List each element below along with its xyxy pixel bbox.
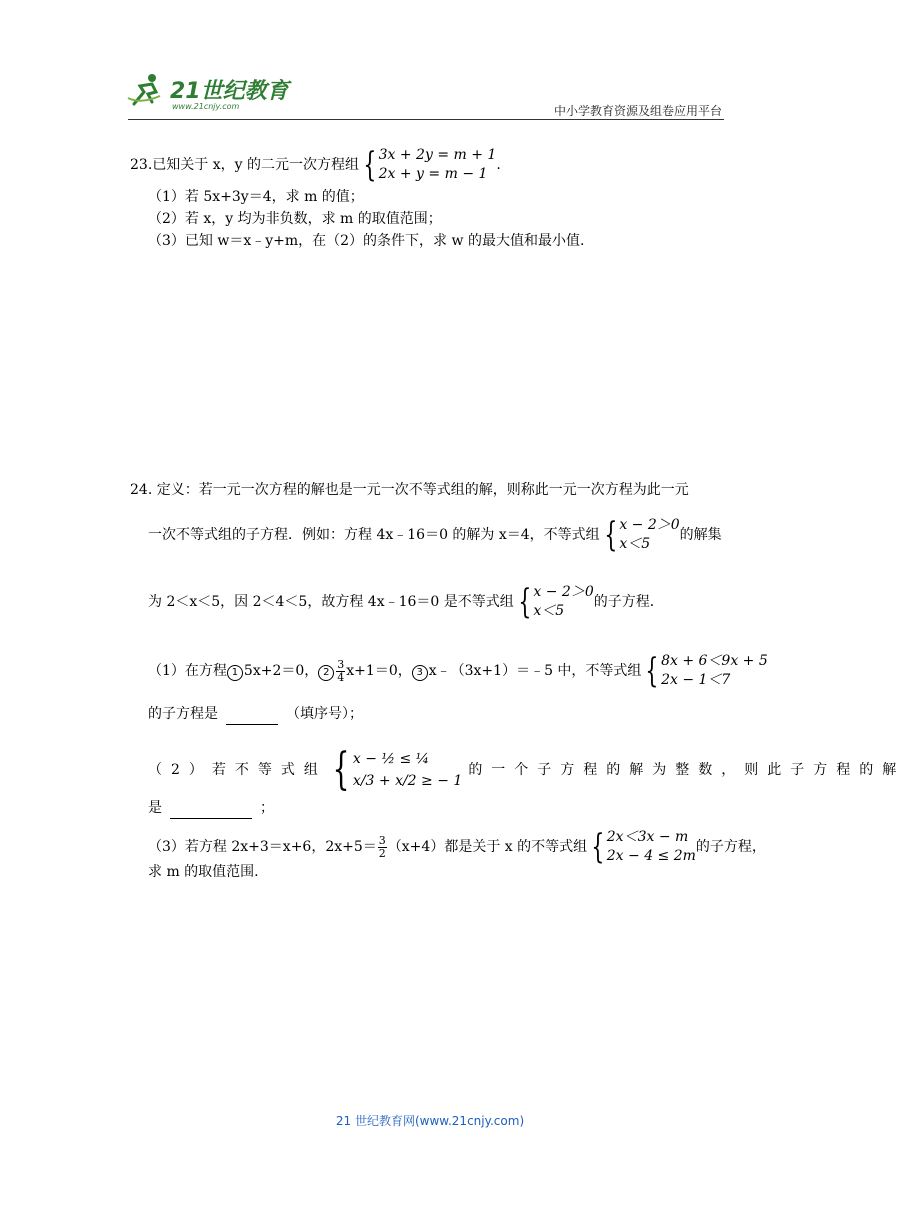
q24-part1-line <box>148 652 768 690</box>
q23-part2: （2）若 x，y 均为非负数，求 m 的取值范围； <box>148 211 442 227</box>
q23-stem: 23.已知关于 x，y 的二元一次方程组 <box>130 157 359 173</box>
q24-p2-intro: （2）若不等式组 <box>148 762 327 778</box>
q24-p1-eq3: x﹣（3x+1）＝﹣5 中，不等式组 <box>428 663 642 679</box>
site-logo <box>126 68 296 118</box>
q24-p1-intro: （1）在方程 <box>148 663 227 679</box>
q24-p2-text: 的一个子方程的解为整数，则此子方程的解 <box>468 762 905 778</box>
logo-text: 21世纪教育 <box>170 79 289 104</box>
answer-blank-2[interactable] <box>170 798 252 819</box>
q24-p1-eq2: x+1＝0， <box>346 663 412 679</box>
header-divider <box>128 119 724 120</box>
circled-1: 1 <box>227 665 243 681</box>
q24-p3-ineq1: 2x＜3x − m <box>606 829 689 845</box>
q23-stem-end: . <box>496 157 501 173</box>
q24-p1-ineq1: 8x + 6＜9x + 5 <box>661 653 768 669</box>
q24-example-system: { x − 2＞0 x＜5 <box>604 515 680 555</box>
q24-line2-end: 的解集 <box>679 527 722 543</box>
q24-part2-line <box>148 744 905 795</box>
q23-eq2: 2x + y = m − 1 <box>378 166 488 182</box>
q24-ex-ineq1: x − 2＞0 <box>619 517 680 533</box>
circled-3: 3 <box>412 665 428 681</box>
q24-line2-text: 一次不等式组的子方程．例如：方程 4x﹣16＝0 的解为 x＝4，不等式组 <box>148 527 600 543</box>
fraction-3-2: $\frac{3}{2}$ <box>378 833 386 860</box>
q24-p2-ineq2: x/3 + x/2 ≥ − 1 <box>352 773 463 789</box>
q24-p1-hint: （填序号）； <box>286 706 363 722</box>
answer-blank-1[interactable] <box>226 704 278 725</box>
site-title: 中小学教育资源及组卷应用平台 <box>553 104 722 118</box>
q24-p1-eq1: 5x+2＝0， <box>243 663 319 679</box>
q24-part2-answer-line <box>148 798 274 819</box>
q23-equation-system: { 3x + 2y = m + 1 2x + y = m − 1 <box>363 145 497 185</box>
q24-p2-ineq1: x − ½ ≤ ¼ <box>352 751 430 767</box>
q24-p2-system: { x − ½ ≤ ¼ x/3 + x/2 ≥ − 1 <box>332 744 463 795</box>
q24-line3-text: 为 2＜x＜5，因 2＜4＜5，故方程 4x﹣16＝0 是不等式组 <box>148 594 514 610</box>
q24-line2 <box>148 516 722 554</box>
fraction-3-4: $\frac{3}{4}$ <box>337 657 345 684</box>
runner-icon <box>126 70 166 110</box>
circled-2: 2 <box>318 665 334 681</box>
q24-p3-intro: （3）若方程 2x+3＝x+6，2x+5＝ <box>148 839 377 855</box>
q24-part1-answer-line <box>148 704 363 725</box>
q24-p1-answer-label: 的子方程是 <box>148 706 218 722</box>
q24-part3-line <box>148 828 766 866</box>
q24-part3-ask: 求 m 的取值范围. <box>148 864 259 880</box>
footer-link[interactable]: 21 世纪教育网(www.21cnjy.com) <box>335 1114 525 1128</box>
q24-line3 <box>148 583 664 621</box>
q24-p2-answer-label: 是 <box>148 800 162 816</box>
q24-ex2-ineq2: x＜5 <box>533 603 565 619</box>
q23-part3: （3）已知 w＝x﹣y+m，在（2）的条件下，求 w 的最大值和最小值. <box>148 233 585 249</box>
q24-ex2-ineq1: x − 2＞0 <box>533 584 594 600</box>
q24-ex-ineq2: x＜5 <box>619 536 651 552</box>
q24-p3-system: { 2x＜3x − m 2x − 4 ≤ 2m <box>591 827 696 867</box>
q24-p2-end: ； <box>260 800 274 816</box>
q24-p3-end: 的子方程， <box>695 839 766 855</box>
q24-example-system-2: { x − 2＞0 x＜5 <box>518 582 594 622</box>
q23-eq1: 3x + 2y = m + 1 <box>378 147 497 163</box>
logo-url: www.21cnjy.com <box>172 102 240 111</box>
q24-p3-mid: （x+4）都是关于 x 的不等式组 <box>387 839 588 855</box>
q23-part1: （1）若 5x+3y＝4，求 m 的值； <box>148 189 364 205</box>
q23-stem-line <box>130 146 501 184</box>
q24-line3-end: 的子方程． <box>593 594 664 610</box>
q24-p1-system: { 8x + 6＜9x + 5 2x − 1＜7 <box>645 651 768 691</box>
q24-p3-ineq2: 2x − 4 ≤ 2m <box>606 848 696 864</box>
q24-p1-ineq2: 2x − 1＜7 <box>661 672 731 688</box>
q24-line1: 24. 定义：若一元一次方程的解也是一元一次不等式组的解，则称此一元一次方程为此一元 <box>130 482 689 498</box>
